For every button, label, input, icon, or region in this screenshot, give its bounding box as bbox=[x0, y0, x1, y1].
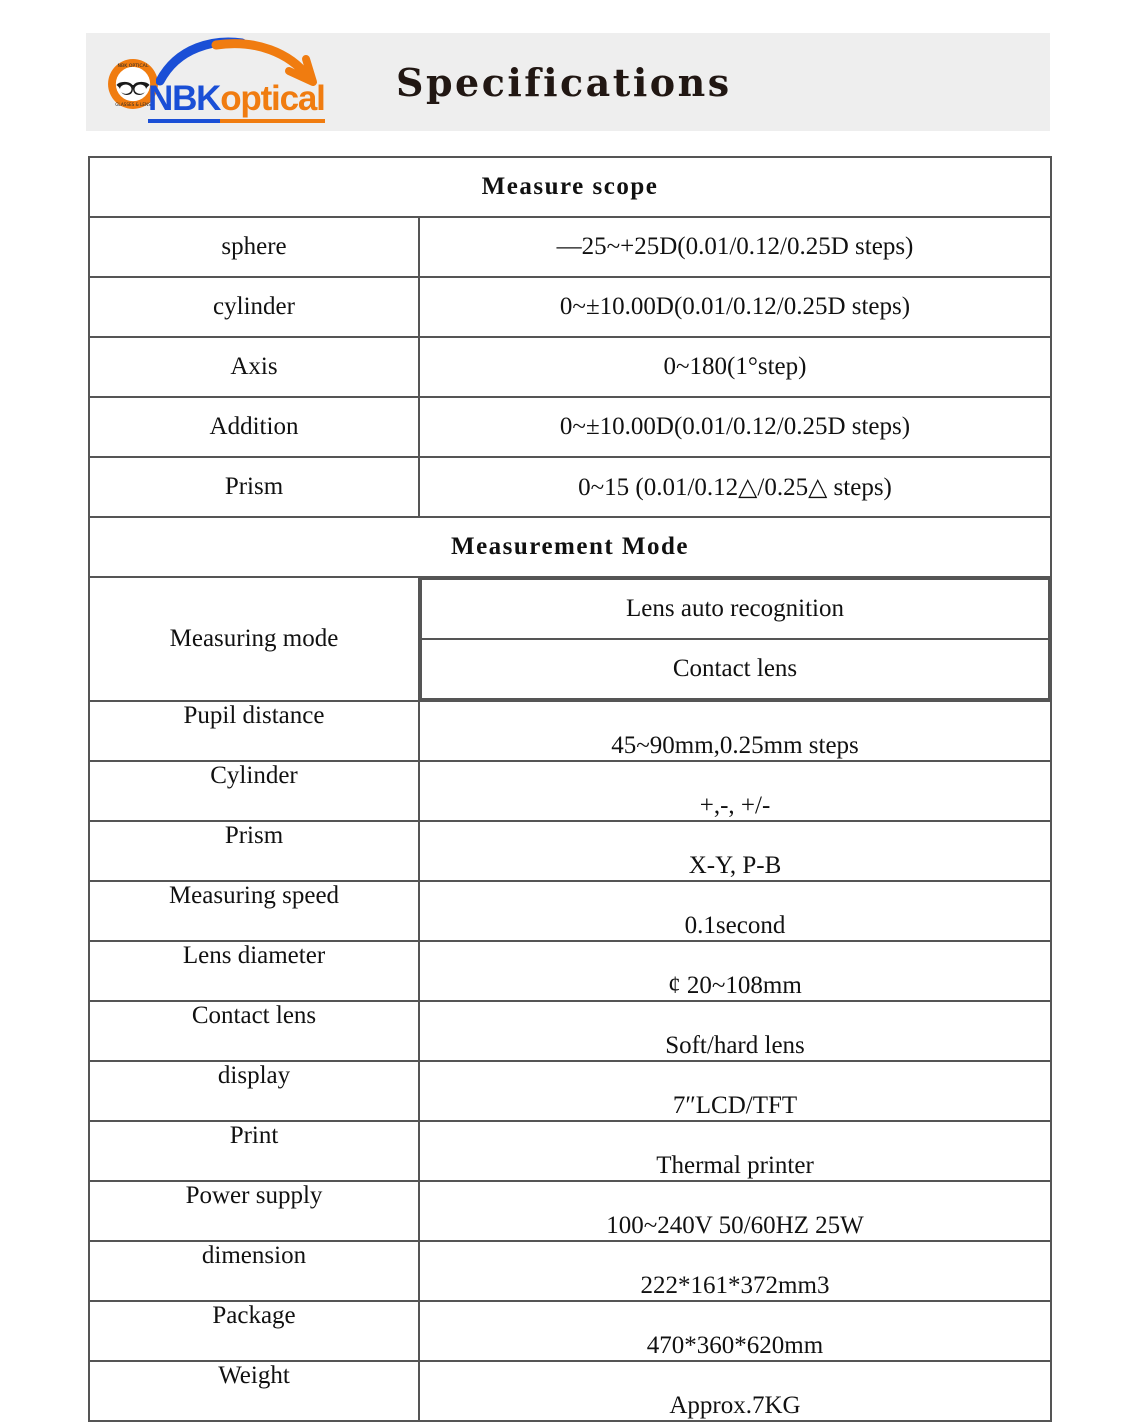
table-row bbox=[89, 1181, 1051, 1241]
svg-text:NBK OPTICAL: NBK OPTICAL bbox=[117, 63, 149, 69]
row-label-prism-mode: Prism bbox=[89, 821, 419, 881]
logo-wordmark-nbk: NBK bbox=[148, 79, 220, 123]
row-label-power-supply: Power supply bbox=[89, 1181, 419, 1241]
document-header-band bbox=[86, 33, 1050, 131]
row-label-print: Print bbox=[89, 1121, 419, 1181]
table-row bbox=[89, 1241, 1051, 1301]
measuring-mode-sublist bbox=[420, 578, 1050, 700]
row-value-prism-mode: X-Y, P-B bbox=[419, 821, 1051, 881]
row-value-addition: 0~±10.00D(0.01/0.12/0.25D steps) bbox=[419, 397, 1051, 457]
row-label-axis: Axis bbox=[89, 337, 419, 397]
logo-wordmark-optical: optical bbox=[220, 79, 324, 123]
table-row bbox=[89, 577, 1051, 701]
row-value-power-supply: 100~240V 50/60HZ 25W bbox=[419, 1181, 1051, 1241]
row-value-cylinder-mode: +,-, +/- bbox=[419, 761, 1051, 821]
table-row bbox=[89, 337, 1051, 397]
section-title-measurement-mode: Measurement Mode bbox=[89, 517, 1051, 577]
row-value-weight: Approx.7KG bbox=[419, 1361, 1051, 1421]
table-row bbox=[89, 1121, 1051, 1181]
row-label-addition: Addition bbox=[89, 397, 419, 457]
row-label-lens-diameter: Lens diameter bbox=[89, 941, 419, 1001]
specifications-table bbox=[88, 156, 1052, 1422]
row-value-display: 7″LCD/TFT bbox=[419, 1061, 1051, 1121]
table-row bbox=[89, 1001, 1051, 1061]
list-item bbox=[421, 639, 1049, 699]
row-value-measuring-speed: 0.1second bbox=[419, 881, 1051, 941]
row-label-weight: Weight bbox=[89, 1361, 419, 1421]
row-value-package: 470*360*620mm bbox=[419, 1301, 1051, 1361]
section-header-row bbox=[89, 517, 1051, 577]
table-row bbox=[89, 1301, 1051, 1361]
measuring-mode-option-contact: Contact lens bbox=[421, 639, 1049, 699]
row-value-lens-diameter: ¢ 20~108mm bbox=[419, 941, 1051, 1001]
row-label-cylinder-mode: Cylinder bbox=[89, 761, 419, 821]
company-logo bbox=[86, 33, 366, 131]
row-value-print: Thermal printer bbox=[419, 1121, 1051, 1181]
table-row bbox=[89, 821, 1051, 881]
row-label-display: display bbox=[89, 1061, 419, 1121]
table-row bbox=[89, 397, 1051, 457]
table-row bbox=[89, 457, 1051, 517]
row-label-dimension: dimension bbox=[89, 1241, 419, 1301]
row-value-pupil-distance: 45~90mm,0.25mm steps bbox=[419, 701, 1051, 761]
row-value-axis: 0~180(1°step) bbox=[419, 337, 1051, 397]
row-value-dimension: 222*161*372mm3 bbox=[419, 1241, 1051, 1301]
section-header-row bbox=[89, 157, 1051, 217]
page-title: Specifications bbox=[396, 59, 732, 105]
table-row bbox=[89, 761, 1051, 821]
table-row bbox=[89, 1061, 1051, 1121]
row-label-pupil-distance: Pupil distance bbox=[89, 701, 419, 761]
row-label-measuring-mode: Measuring mode bbox=[89, 577, 419, 701]
row-value-contact-lens: Soft/hard lens bbox=[419, 1001, 1051, 1061]
row-label-measuring-speed: Measuring speed bbox=[89, 881, 419, 941]
table-row bbox=[89, 701, 1051, 761]
table-row bbox=[89, 277, 1051, 337]
table-row bbox=[89, 1361, 1051, 1421]
table-row bbox=[89, 217, 1051, 277]
logo-wordmark bbox=[148, 81, 325, 116]
svg-text:GLASSES & LENS: GLASSES & LENS bbox=[115, 101, 151, 107]
row-label-sphere: sphere bbox=[89, 217, 419, 277]
row-value-sphere: —25~+25D(0.01/0.12/0.25D steps) bbox=[419, 217, 1051, 277]
row-label-prism-scope: Prism bbox=[89, 457, 419, 517]
list-item bbox=[421, 579, 1049, 639]
table-row bbox=[89, 881, 1051, 941]
table-row bbox=[89, 941, 1051, 1001]
measuring-mode-option-auto: Lens auto recognition bbox=[421, 579, 1049, 639]
row-label-contact-lens: Contact lens bbox=[89, 1001, 419, 1061]
row-label-cylinder: cylinder bbox=[89, 277, 419, 337]
row-value-cylinder: 0~±10.00D(0.01/0.12/0.25D steps) bbox=[419, 277, 1051, 337]
row-label-package: Package bbox=[89, 1301, 419, 1361]
section-title-measure-scope: Measure scope bbox=[89, 157, 1051, 217]
row-value-measuring-mode bbox=[419, 577, 1051, 701]
row-value-prism-scope: 0~15 (0.01/0.12△/0.25△ steps) bbox=[419, 457, 1051, 517]
